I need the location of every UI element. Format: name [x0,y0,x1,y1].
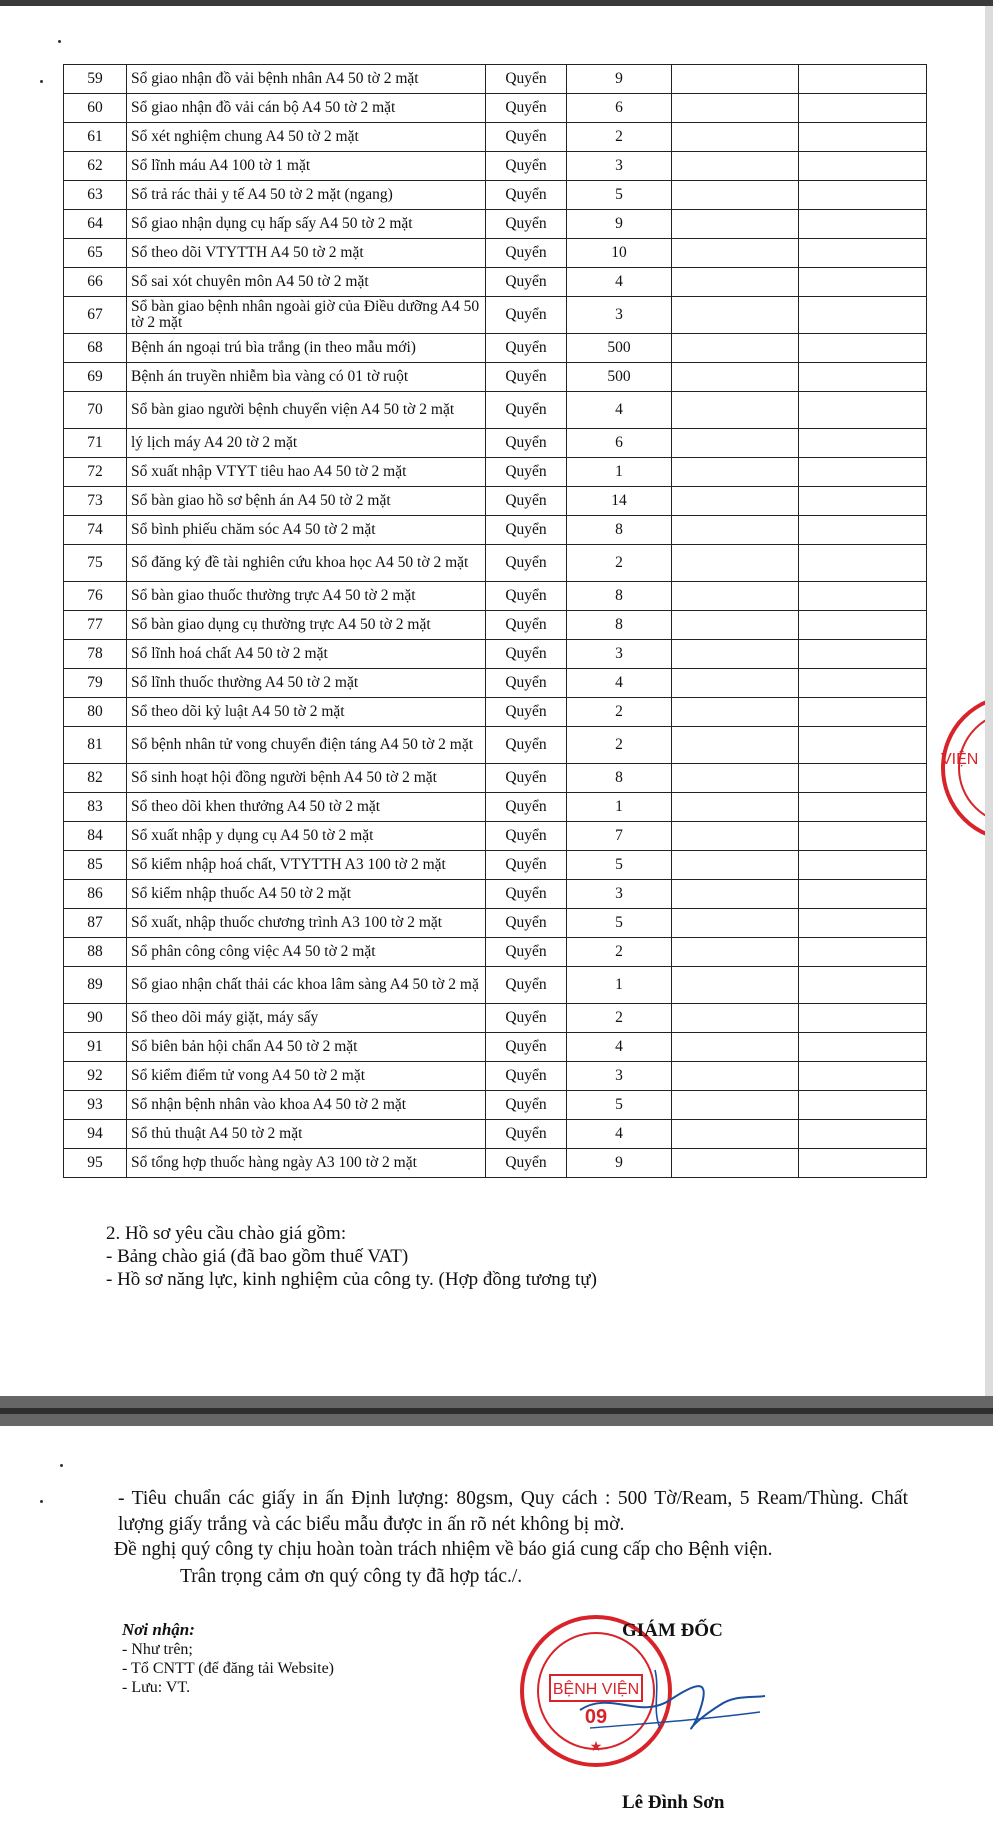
item-total [799,239,927,268]
item-total [799,268,927,297]
item-total [799,880,927,909]
requirements-line: - Bảng chào giá (đã bao gồm thuế VAT) [106,1246,409,1267]
items-table-body [64,65,927,1178]
item-name: Sổ xét nghiệm chung A4 50 tờ 2 mặt [127,123,486,152]
item-unit-price [672,334,799,363]
table-row [64,880,927,909]
table-row [64,487,927,516]
item-number: 71 [64,429,127,458]
item-unit-price [672,851,799,880]
item-total [799,727,927,764]
item-unit-price [672,363,799,392]
item-number: 83 [64,793,127,822]
item-total [799,640,927,669]
item-unit: Quyển [486,1091,567,1120]
table-row [64,65,927,94]
table-row [64,1149,927,1178]
item-number: 94 [64,1120,127,1149]
item-unit-price [672,1004,799,1033]
item-number: 79 [64,669,127,698]
item-quantity: 7 [567,822,672,851]
table-row [64,822,927,851]
item-unit: Quyển [486,268,567,297]
table-row [64,669,927,698]
item-unit-price [672,611,799,640]
item-total [799,1062,927,1091]
item-quantity: 2 [567,545,672,582]
item-quantity: 2 [567,123,672,152]
recipient-item: - Tổ CNTT (để đăng tải Website) [122,1660,334,1677]
item-unit-price [672,392,799,429]
table-row [64,268,927,297]
item-unit: Quyển [486,429,567,458]
item-unit: Quyển [486,1149,567,1178]
recipients-title: Nơi nhận: [122,1620,195,1639]
scan-speck [40,1500,43,1503]
item-quantity: 4 [567,669,672,698]
item-number: 75 [64,545,127,582]
item-number: 81 [64,727,127,764]
item-name: Sổ giao nhận đồ vải cán bộ A4 50 tờ 2 mặt [127,94,486,123]
item-unit: Quyển [486,938,567,967]
item-quantity: 1 [567,793,672,822]
item-quantity: 5 [567,909,672,938]
item-quantity: 3 [567,297,672,334]
item-name: Sổ sai xót chuyên môn A4 50 tờ 2 mặt [127,268,486,297]
item-total [799,297,927,334]
item-unit-price [672,793,799,822]
item-unit: Quyển [486,669,567,698]
thanks-text: Trân trọng cảm ơn quý công ty đã hợp tác./. [180,1566,523,1587]
item-quantity: 3 [567,152,672,181]
item-unit: Quyển [486,392,567,429]
item-unit: Quyển [486,793,567,822]
item-unit: Quyển [486,545,567,582]
item-number: 68 [64,334,127,363]
item-quantity: 3 [567,640,672,669]
item-name: Sổ biên bản hội chẩn A4 50 tờ 2 mặt [127,1033,486,1062]
item-name: Sổ bàn giao thuốc thường trực A4 50 tờ 2 mặt [127,582,486,611]
item-unit-price [672,582,799,611]
item-unit-price [672,1033,799,1062]
item-total [799,967,927,1004]
item-unit-price [672,94,799,123]
item-number: 89 [64,967,127,1004]
document-page-1 [0,6,985,1396]
item-unit-price [672,268,799,297]
item-quantity: 3 [567,880,672,909]
table-row [64,123,927,152]
table-row [64,851,927,880]
item-unit-price [672,516,799,545]
item-name: Bệnh án truyền nhiễm bìa vàng có 01 tờ ruột [127,363,486,392]
item-unit: Quyển [486,458,567,487]
table-row [64,1033,927,1062]
item-number: 72 [64,458,127,487]
item-quantity: 1 [567,967,672,1004]
item-unit-price [672,967,799,1004]
scan-speck [58,40,61,43]
item-name: Sổ giao nhận chất thải các khoa lâm sàng A4 50 tờ 2 mặ [127,967,486,1004]
item-unit: Quyển [486,65,567,94]
scan-speck [60,1464,63,1467]
item-unit: Quyển [486,123,567,152]
item-name: Sổ bình phiếu chăm sóc A4 50 tờ 2 mặt [127,516,486,545]
table-row [64,727,927,764]
item-name: Sổ bàn giao dụng cụ thường trực A4 50 tờ 2 mặt [127,611,486,640]
table-row [64,967,927,1004]
paper-standards-text: - Tiêu chuẩn các giấy in ấn Định lượng: 80gsm, Quy cách : 500 Tờ/Ream, 5 Ream/Thùng. Chất lượng giấy trắng và các biểu mẫu được in ấn rõ nét không bị mờ. [118,1488,908,1535]
item-unit: Quyển [486,516,567,545]
item-unit: Quyển [486,851,567,880]
item-number: 64 [64,210,127,239]
item-name: Sổ theo dõi VTYTTH A4 50 tờ 2 mặt [127,239,486,268]
item-number: 67 [64,297,127,334]
item-number: 73 [64,487,127,516]
item-total [799,545,927,582]
item-unit: Quyển [486,210,567,239]
table-row [64,640,927,669]
table-row [64,94,927,123]
item-number: 92 [64,1062,127,1091]
item-total [799,487,927,516]
items-table [63,64,927,1178]
item-total [799,938,927,967]
responsibility-text: Đề nghị quý công ty chịu hoàn toàn trách nhiệm về báo giá cung cấp cho Bệnh viện. [114,1539,773,1560]
item-total [799,458,927,487]
item-number: 60 [64,94,127,123]
item-unit: Quyển [486,297,567,334]
item-quantity: 8 [567,516,672,545]
table-row [64,1091,927,1120]
item-unit: Quyển [486,727,567,764]
item-name: Sổ xuất, nhập thuốc chương trình A3 100 tờ 2 mặt [127,909,486,938]
item-quantity: 2 [567,698,672,727]
item-total [799,152,927,181]
table-row [64,582,927,611]
item-quantity: 5 [567,1091,672,1120]
item-unit: Quyển [486,239,567,268]
item-unit-price [672,1149,799,1178]
table-row [64,764,927,793]
item-number: 76 [64,582,127,611]
item-number: 80 [64,698,127,727]
item-total [799,611,927,640]
item-unit: Quyển [486,1120,567,1149]
item-quantity: 9 [567,1149,672,1178]
item-unit-price [672,297,799,334]
item-number: 66 [64,268,127,297]
table-row [64,429,927,458]
table-row [64,793,927,822]
item-total [799,516,927,545]
item-unit-price [672,210,799,239]
item-quantity: 8 [567,582,672,611]
item-unit-price [672,880,799,909]
item-number: 59 [64,65,127,94]
item-quantity: 14 [567,487,672,516]
item-unit-price [672,487,799,516]
requirements-heading: 2. Hồ sơ yêu cầu chào giá gồm: [106,1223,347,1244]
item-number: 82 [64,764,127,793]
item-number: 70 [64,392,127,429]
item-name: Sổ kiểm nhập thuốc A4 50 tờ 2 mặt [127,880,486,909]
item-unit-price [672,669,799,698]
item-total [799,669,927,698]
item-unit: Quyển [486,181,567,210]
item-total [799,909,927,938]
item-unit: Quyển [486,611,567,640]
item-number: 63 [64,181,127,210]
item-number: 84 [64,822,127,851]
table-row [64,611,927,640]
item-name: Sổ đăng ký đề tài nghiên cứu khoa học A4 50 tờ 2 mặt [127,545,486,582]
item-unit: Quyển [486,334,567,363]
table-row [64,297,927,334]
scan-speck [40,80,43,83]
item-name: lý lịch máy A4 20 tờ 2 mặt [127,429,486,458]
item-unit-price [672,764,799,793]
item-number: 69 [64,363,127,392]
item-name: Bệnh án ngoại trú bìa trắng (in theo mẫu mới) [127,334,486,363]
item-quantity: 5 [567,181,672,210]
item-quantity: 9 [567,210,672,239]
item-name: Sổ xuất nhập VTYT tiêu hao A4 50 tờ 2 mặt [127,458,486,487]
item-number: 74 [64,516,127,545]
item-total [799,698,927,727]
item-quantity: 4 [567,392,672,429]
item-quantity: 9 [567,65,672,94]
item-name: Sổ sinh hoạt hội đồng người bệnh A4 50 tờ 2 mặt [127,764,486,793]
item-quantity: 500 [567,334,672,363]
item-unit: Quyển [486,582,567,611]
recipients-block [122,1620,334,1697]
item-quantity: 6 [567,429,672,458]
item-name: Sổ trả rác thải y tế A4 50 tờ 2 mặt (ngang) [127,181,486,210]
item-quantity: 2 [567,1004,672,1033]
item-total [799,363,927,392]
item-unit-price [672,65,799,94]
item-unit-price [672,1091,799,1120]
signer-name: Lê Đình Sơn [622,1792,725,1813]
item-name: Sổ nhận bệnh nhân vào khoa A4 50 tờ 2 mặt [127,1091,486,1120]
item-quantity: 2 [567,938,672,967]
item-unit: Quyển [486,967,567,1004]
item-unit: Quyển [486,640,567,669]
item-total [799,764,927,793]
item-quantity: 8 [567,611,672,640]
item-unit-price [672,822,799,851]
item-total [799,1004,927,1033]
table-row [64,1062,927,1091]
item-total [799,210,927,239]
item-unit-price [672,181,799,210]
item-total [799,181,927,210]
item-unit-price [672,1062,799,1091]
item-total [799,123,927,152]
item-number: 78 [64,640,127,669]
item-number: 61 [64,123,127,152]
table-row [64,545,927,582]
item-unit-price [672,640,799,669]
recipient-item: - Lưu: VT. [122,1679,191,1696]
svg-text:★: ★ [589,1740,603,1755]
item-unit: Quyển [486,152,567,181]
item-name: Sổ theo dõi kỷ luật A4 50 tờ 2 mặt [127,698,486,727]
item-name: Sổ bàn giao hồ sơ bệnh án A4 50 tờ 2 mặt [127,487,486,516]
table-row [64,239,927,268]
item-name: Sổ thủ thuật A4 50 tờ 2 mặt [127,1120,486,1149]
item-unit: Quyển [486,698,567,727]
item-number: 62 [64,152,127,181]
director-title: GIÁM ĐỐC [622,1620,723,1641]
item-unit-price [672,545,799,582]
item-total [799,793,927,822]
item-total [799,822,927,851]
item-quantity: 4 [567,1120,672,1149]
item-name: Sổ bàn giao bệnh nhân ngoài giờ của Điều dưỡng A4 50 tờ 2 mặt [127,297,486,334]
item-number: 95 [64,1149,127,1178]
table-row [64,1120,927,1149]
item-name: Sổ lĩnh hoá chất A4 50 tờ 2 mặt [127,640,486,669]
item-unit-price [672,938,799,967]
item-unit: Quyển [486,94,567,123]
table-row [64,392,927,429]
item-total [799,1120,927,1149]
item-unit: Quyển [486,487,567,516]
item-total [799,582,927,611]
table-row [64,181,927,210]
item-quantity: 5 [567,851,672,880]
item-quantity: 4 [567,1033,672,1062]
item-name: Sổ kiểm điểm tử vong A4 50 tờ 2 mặt [127,1062,486,1091]
item-total [799,429,927,458]
table-row [64,210,927,239]
item-name: Sổ tổng hợp thuốc hàng ngày A3 100 tờ 2 mặt [127,1149,486,1178]
table-row [64,1004,927,1033]
item-quantity: 500 [567,363,672,392]
item-name: Sổ bàn giao người bệnh chuyển viện A4 50 tờ 2 mặt [127,392,486,429]
item-number: 88 [64,938,127,967]
item-name: Sổ giao nhận đồ vải bệnh nhân A4 50 tờ 2 mặt [127,65,486,94]
item-quantity: 2 [567,727,672,764]
item-quantity: 10 [567,239,672,268]
item-unit: Quyển [486,822,567,851]
item-unit: Quyển [486,1004,567,1033]
item-total [799,94,927,123]
item-total [799,65,927,94]
item-unit: Quyển [486,1033,567,1062]
item-name: Sổ xuất nhập y dụng cụ A4 50 tờ 2 mặt [127,822,486,851]
page-gap [0,1396,993,1426]
item-number: 91 [64,1033,127,1062]
item-name: Sổ theo dõi khen thưởng A4 50 tờ 2 mặt [127,793,486,822]
item-unit-price [672,1120,799,1149]
requirements-section [106,1222,597,1291]
item-number: 86 [64,880,127,909]
item-unit-price [672,152,799,181]
table-row [64,363,927,392]
item-number: 77 [64,611,127,640]
item-total [799,1091,927,1120]
item-total [799,392,927,429]
item-quantity: 3 [567,1062,672,1091]
item-number: 85 [64,851,127,880]
table-row [64,909,927,938]
stamp-number: 09 [584,1706,608,1728]
item-total [799,1033,927,1062]
requirements-line: - Hồ sơ năng lực, kinh nghiệm của công ty. (Hợp đồng tương tự) [106,1269,597,1290]
item-unit-price [672,727,799,764]
item-total [799,851,927,880]
paper-standards-paragraph [114,1486,908,1563]
item-number: 87 [64,909,127,938]
table-row [64,698,927,727]
item-name: Sổ phân công công việc A4 50 tờ 2 mặt [127,938,486,967]
item-name: Sổ bệnh nhân tử vong chuyển điện táng A4 50 tờ 2 mặt [127,727,486,764]
item-unit-price [672,909,799,938]
item-quantity: 4 [567,268,672,297]
item-name: Sổ theo dõi máy giặt, máy sấy [127,1004,486,1033]
item-quantity: 6 [567,94,672,123]
item-unit-price [672,429,799,458]
handwritten-signature-icon [560,1650,770,1740]
stamp-text: BỆNH VIỆN [552,1681,640,1698]
item-total [799,1149,927,1178]
table-row [64,938,927,967]
stamp-edge-text: VIỆN [941,751,979,768]
item-number: 90 [64,1004,127,1033]
item-name: Sổ giao nhận dụng cụ hấp sấy A4 50 tờ 2 mặt [127,210,486,239]
item-unit-price [672,458,799,487]
item-quantity: 8 [567,764,672,793]
item-unit-price [672,123,799,152]
item-unit-price [672,239,799,268]
item-unit: Quyển [486,909,567,938]
item-unit: Quyển [486,363,567,392]
item-name: Sổ lĩnh thuốc thường A4 50 tờ 2 mặt [127,669,486,698]
table-row [64,516,927,545]
scan-side-edge [985,6,993,1396]
item-unit: Quyển [486,1062,567,1091]
item-quantity: 1 [567,458,672,487]
item-name: Sổ lĩnh máu A4 100 tờ 1 mặt [127,152,486,181]
item-unit-price [672,698,799,727]
item-number: 93 [64,1091,127,1120]
table-row [64,458,927,487]
item-number: 65 [64,239,127,268]
item-total [799,334,927,363]
table-row [64,152,927,181]
item-unit: Quyển [486,880,567,909]
item-unit: Quyển [486,764,567,793]
table-row [64,334,927,363]
recipient-item: - Như trên; [122,1641,193,1658]
item-name: Sổ kiểm nhập hoá chất, VTYTTH A3 100 tờ 2 mặt [127,851,486,880]
